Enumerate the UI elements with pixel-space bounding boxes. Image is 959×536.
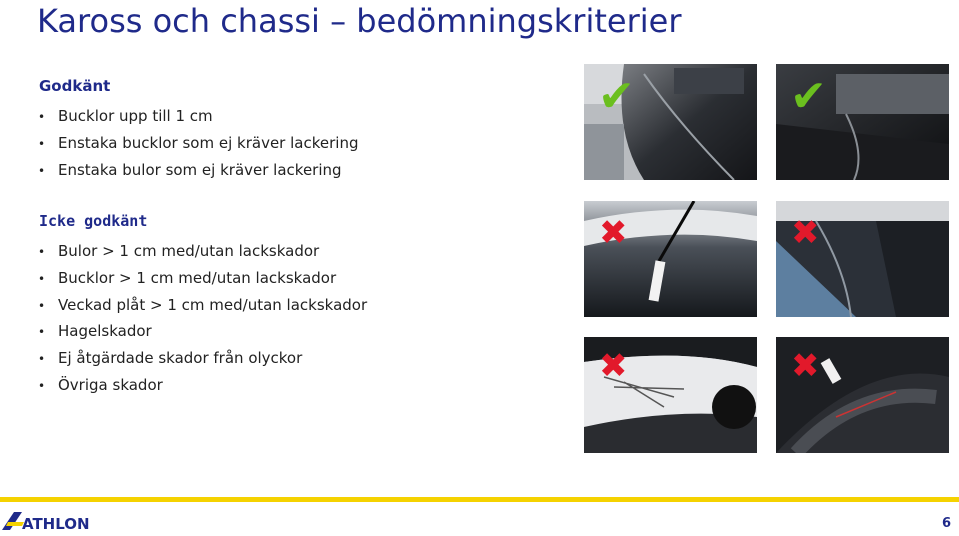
slide-title: Kaross och chassi – bedömningskriterier <box>37 2 682 40</box>
bullet-icon: • <box>38 325 46 340</box>
rejected-heading: Icke godkänt <box>39 212 148 230</box>
bullet-icon: • <box>38 352 46 367</box>
approved-heading: Godkänt <box>39 77 111 95</box>
bullet-icon: • <box>38 136 46 151</box>
rejected-list <box>38 238 367 399</box>
bullet-icon: • <box>38 298 46 313</box>
athlon-logo <box>2 510 92 532</box>
logo-text: ATHLON <box>22 515 90 532</box>
bullet-icon: • <box>38 378 46 393</box>
list-item: • Bulor > 1 cm med/utan lackskador <box>38 238 367 265</box>
checkmark-icon: ✔ <box>790 71 827 122</box>
cross-icon: ✖ <box>791 346 820 386</box>
list-item: • Enstaka bucklor som ej kräver lackering <box>38 130 358 157</box>
list-item: • Bucklor > 1 cm med/utan lackskador <box>38 265 367 292</box>
bullet-icon: • <box>38 245 46 259</box>
bullet-icon: • <box>38 110 46 124</box>
list-item: • Övriga skador <box>38 372 367 399</box>
list-item: • Ej åtgärdade skador från olyckor <box>38 345 367 372</box>
footer-divider <box>0 497 959 502</box>
bullet-icon: • <box>38 271 46 286</box>
page-number: 6 <box>941 516 951 531</box>
list-item: • Bucklor upp till 1 cm <box>38 103 358 130</box>
checkmark-icon: ✔ <box>598 71 635 122</box>
list-item: • Enstaka bulor som ej kräver lackering <box>38 157 358 184</box>
list-item: • Hagelskador <box>38 318 367 345</box>
bullet-icon: • <box>38 163 46 178</box>
cross-icon: ✖ <box>599 346 628 386</box>
approved-list <box>38 103 358 183</box>
cross-icon: ✖ <box>599 213 628 253</box>
cross-icon: ✖ <box>791 213 820 253</box>
list-item: • Veckad plåt > 1 cm med/utan lackskador <box>38 292 367 319</box>
